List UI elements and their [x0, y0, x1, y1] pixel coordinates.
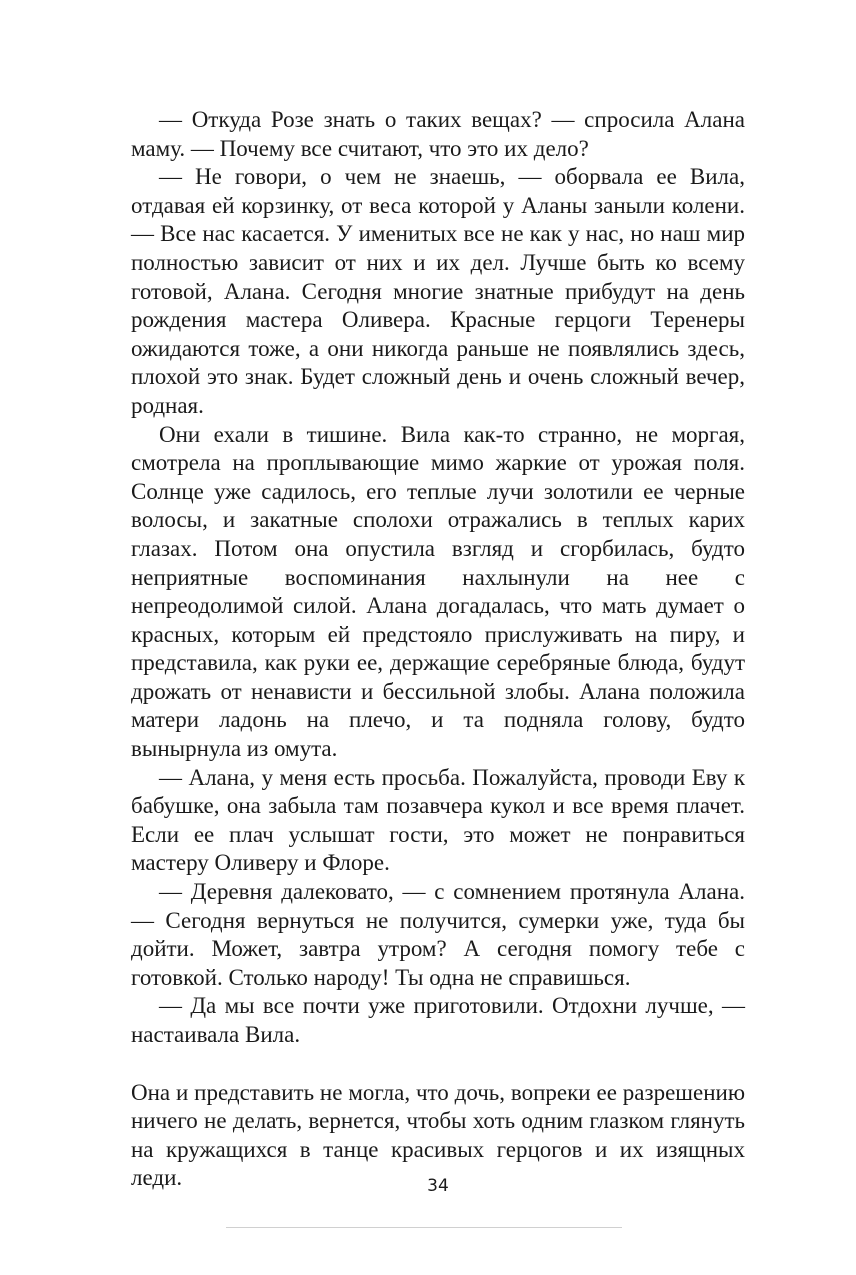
paragraph: Они ехали в тишине. Вила как-то странно, не моргая, смотрела на проплывающие мимо жаркие от урожая поля. Солнце уже садилось, его теплые лучи золотили ее черные волосы, и закатные сполохи отражались в теплых карих глазах. Потом она опустила взгляд и сгорбилась, будто неприятные воспоминания нахлынули на нее с непреодолимой силой. Алана догадалась, что мать думает о красных, которым ей предстояло прислуживать на пиру, и представила, как руки ее, держащие серебряные блюда, будут дрожать от ненависти и бессильной злобы. Алана положила матери ладонь на плечо, и та подняла голову, будто вынырнула из омута.	[131, 421, 745, 762]
paragraph: — Деревня далековато, — с сомнением протянула Алана. — Сегодня вернуться не получится, сумерки уже, туда бы дойти. Может, завтра утром? А сегодня помогу тебе с готовкой. Столько народу! Ты одна не справишься.	[131, 879, 745, 990]
paragraph-after-break: Она и представить не могла, что дочь, вопреки ее разрешению ничего не делать, вернется, чтобы хоть одним глазком глянуть на кружащихся в танце красивых герцогов и их изящных леди.	[131, 1079, 745, 1191]
scene-break	[131, 1050, 745, 1079]
paragraph: — Не говори, о чем не знаешь, — оборвала ее Вила, отдавая ей корзинку, от веса которой у Аланы заныли колени. — Все нас касается. У именитых все не как у нас, но наш мир полностью зависит от них и их дел. Лучше быть ко всему готовой, Алана. Сегодня многие знатные прибудут на день рождения мастера Оливера. Красные герцоги Теренеры ожидаются тоже, а они никогда раньше не появлялись здесь, плохой это знак. Будет сложный день и очень сложный вечер, родная.	[131, 164, 745, 418]
paragraph: — Откуда Розе знать о таких вещах? — спросила Алана маму. — Почему все считают, что это их дело?	[131, 107, 745, 161]
paragraph: — Да мы все почти уже приготовили. Отдохни лучше, — настаивала Вила.	[131, 993, 745, 1047]
footer-divider	[226, 1227, 622, 1228]
page-number: 34	[427, 1176, 449, 1196]
paragraph: — Алана, у меня есть просьба. Пожалуйста, проводи Еву к бабушке, она забыла там позавчера кукол и все время плачет. Если ее плач услышат гости, это может не понравиться мастеру Оливеру и Флоре.	[131, 764, 745, 876]
body-text	[131, 106, 745, 1193]
